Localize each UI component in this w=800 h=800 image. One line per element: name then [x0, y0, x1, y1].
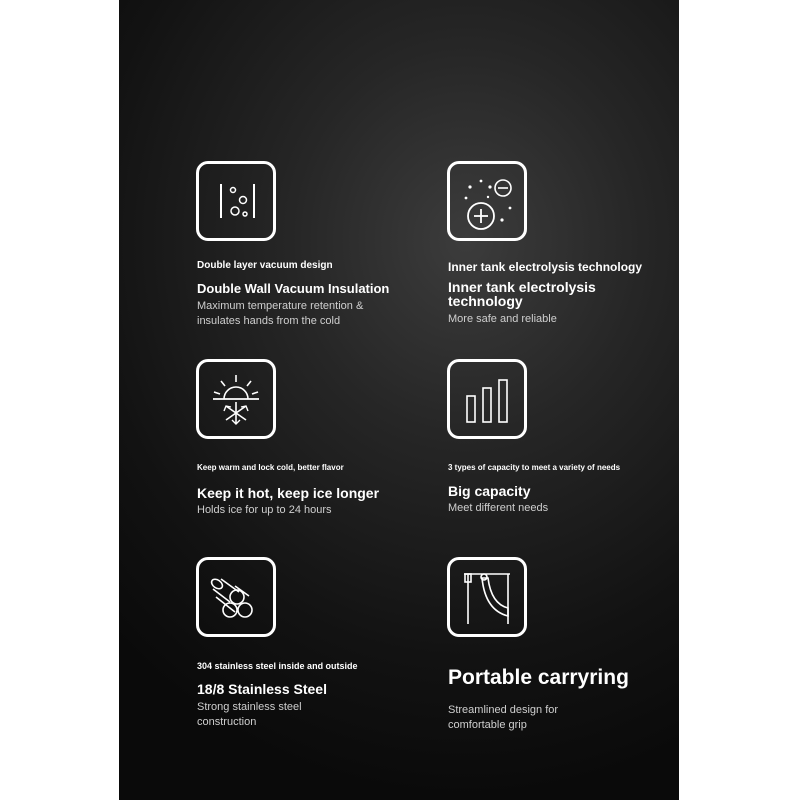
feature-title: Double Wall Vacuum Insulation: [197, 281, 390, 296]
feature-tag: 3 types of capacity to meet a variety of needs: [448, 463, 621, 472]
feature-description: Maximum temperature retention & insulates hands from the cold: [197, 300, 364, 327]
electrolysis-icon: [447, 161, 527, 241]
carry-ring-icon: [447, 557, 527, 637]
feature-tag: Double layer vacuum design: [197, 260, 333, 271]
feature-tag: Inner tank electrolysis technology: [448, 260, 643, 274]
feature-title: 18/8 Stainless Steel: [197, 681, 327, 697]
feature-description: Strong stainless steel construction: [197, 701, 302, 728]
feature-title: Keep it hot, keep ice longer: [197, 485, 380, 501]
feature-tag: 304 stainless steel inside and outside: [197, 661, 358, 671]
feature-description: Streamlined design for comfortable grip: [448, 704, 559, 731]
steel-pipes-icon: [196, 557, 276, 637]
feature-description: More safe and reliable: [448, 313, 557, 325]
capacity-bars-icon: [447, 359, 527, 439]
feature-title: Big capacity: [448, 483, 531, 499]
sun-snowflake-icon: [196, 359, 276, 439]
feature-title: Portable carryring: [448, 666, 629, 689]
feature-title: Inner tank electrolysis technology: [448, 279, 596, 309]
bubbles-wall-icon: [196, 161, 276, 241]
feature-description: Meet different needs: [448, 502, 549, 514]
feature-description: Holds ice for up to 24 hours: [197, 504, 332, 516]
feature-panel: [119, 0, 679, 800]
feature-tag: Keep warm and lock cold, better flavor: [197, 463, 344, 472]
